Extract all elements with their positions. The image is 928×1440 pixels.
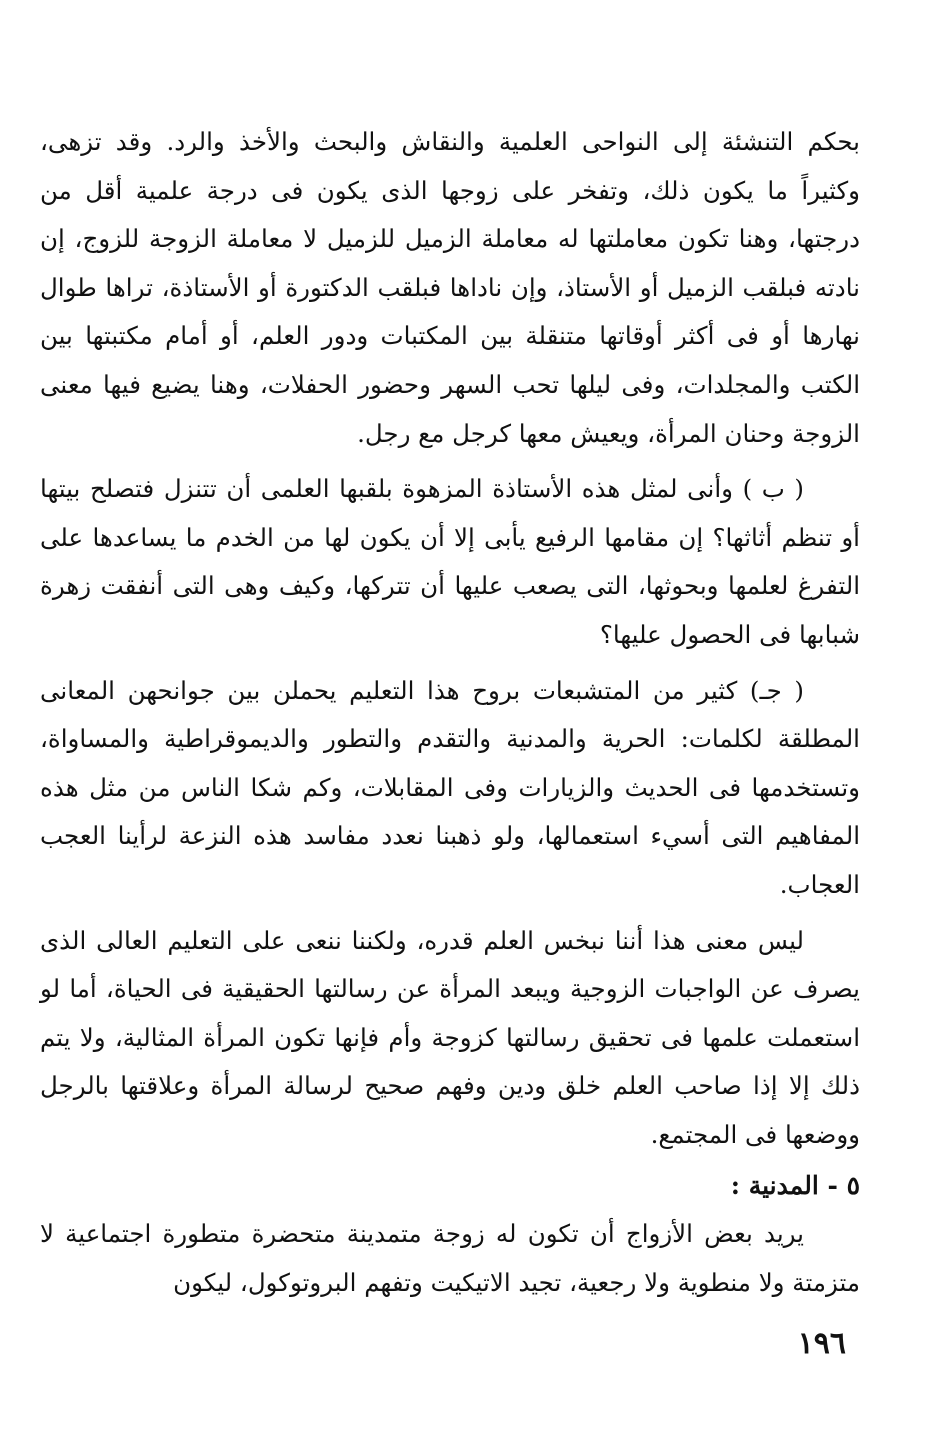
- paragraph-continuation: بحكم التنشئة إلى النواحى العلمية والنقاش والبحث والأخذ والرد. وقد تزهى، وكثيراً ما يكون ذلك، وتفخر على زوجها الذى يكون فى درجة علمية أقل من درجتها، وهنا تكون معاملتها له معاملة الزميل للزميل لا معاملة الزوجة للزوج، إن نادته فبلقب الزميل أو الأستاذ، وإن ناداها فبلقب الدكتورة أو الأستاذة، تراها طوال نهارها أو فى أكثر أوقاتها متنقلة بين المكتبات ودور العلم، أو أمام مكتبتها بين الكتب والمجلدات، وفى ليلها تحب السهر وحضور الحفلات، وهنا يضيع فيها معنى الزوجة وحنان المرأة، ويعيش معها كرجل مع رجل.: [40, 127, 860, 448]
- page-content: [40, 118, 860, 1308]
- paragraph-conclusion: ليس معنى هذا أننا نبخس العلم قدره، ولكننا ننعى على التعليم العالى الذى يصرف عن الواجبات الزوجية ويبعد المرأة عن رسالتها الحقيقية فى الحياة، أما لو استعملت علمها فى تحقيق رسالتها كزوجة وأم فإنها تكون المرأة المثالية، ولا يتم ذلك إلا إذا صاحب العلم خلق ودين وفهم صحيح لرسالة المرأة وعلاقتها بالرجل ووضعها فى المجتمع.: [40, 925, 860, 1149]
- section-heading: ٥ - المدنية :: [730, 1171, 860, 1201]
- paragraph-b: ( ب ) وأنى لمثل هذه الأستاذة المزهوة بلقبها العلمى أن تتنزل فتصلح بيتها أو تنظم أثاثها؟ إن مقامها الرفيع يأبى إلا أن يكون لها من الخدم ما يساعدها على التفرغ لعلمها وبحوثها، التى يصعب عليها أن تتركها، وكيف وهى التى أنفقت زهرة شبابها فى الحصول عليها؟: [40, 474, 860, 649]
- paragraph-civility: يريد بعض الأزواج أن تكون له زوجة متمدينة متحضرة متطورة اجتماعية لا متزمتة ولا منطوية ولا رجعية، تجيد الاتيكيت وتفهم البروتوكول، ليكون: [40, 1219, 860, 1298]
- paragraph-c: ( جـ) كثير من المتشبعات بروح هذا التعليم يحملن بين جوانحهن المعانى المطلقة لكلمات: الحرية والمدنية والتقدم والتطور والديموقراطية والمساواة، وتستخدمها فى الحديث والزيارات وفى المقابلات، وكم شكا الناس من مثل هذه المفاهيم التى أسيء استعمالها، ولو ذهبنا نعدد مفاسد هذه النزعة لرأينا العجب العجاب.: [40, 675, 860, 899]
- page-number: ١٩٦: [797, 1326, 846, 1361]
